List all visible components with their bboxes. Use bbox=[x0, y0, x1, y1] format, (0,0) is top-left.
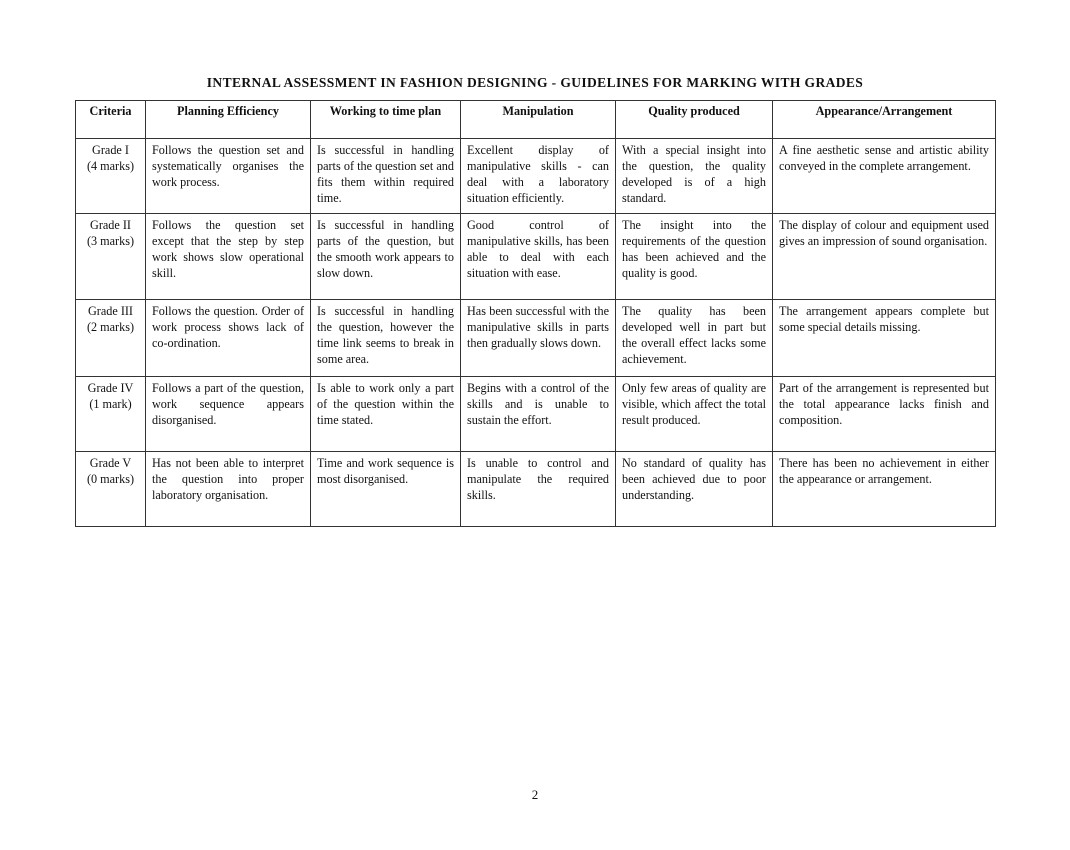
table-row bbox=[76, 452, 996, 527]
manipulation-cell: Excellent display of manipulative skills - can deal with a laboratory situation efficiently. bbox=[461, 139, 616, 214]
table-row bbox=[76, 139, 996, 214]
grade-cell bbox=[76, 452, 146, 527]
header-row bbox=[76, 101, 996, 139]
grade-cell bbox=[76, 377, 146, 452]
planning-efficiency-cell: Follows a part of the question, work sequence appears disorganised. bbox=[146, 377, 311, 452]
grade-label: Grade III bbox=[88, 304, 133, 318]
grade-label: Grade V bbox=[89, 456, 132, 470]
grade-cell bbox=[76, 139, 146, 214]
manipulation-cell: Good control of manipulative skills, has been able to deal with each situation with ease. bbox=[461, 214, 616, 300]
appearance-arrangement-cell: There has been no achievement in either the appearance or arrangement. bbox=[773, 452, 996, 527]
appearance-arrangement-cell: Part of the arrangement is represented but the total appearance lacks finish and composition. bbox=[773, 377, 996, 452]
grade-marks: (4 marks) bbox=[86, 159, 135, 173]
planning-efficiency-cell: Follows the question. Order of work process shows lack of co-ordination. bbox=[146, 300, 311, 377]
header-working-to-time-plan: Working to time plan bbox=[311, 101, 461, 139]
grade-label: Grade I bbox=[92, 143, 129, 157]
working-to-time-plan-cell: Is successful in handling parts of the question set and fits them within required time. bbox=[311, 139, 461, 214]
manipulation-cell: Is unable to control and manipulate the required skills. bbox=[461, 452, 616, 527]
grading-table bbox=[75, 100, 996, 527]
table-row bbox=[76, 214, 996, 300]
quality-produced-cell: With a special insight into the question, the quality developed is of a high standard. bbox=[616, 139, 773, 214]
quality-produced-cell: Only few areas of quality are visible, which affect the total result produced. bbox=[616, 377, 773, 452]
working-to-time-plan-cell: Time and work sequence is most disorganised. bbox=[311, 452, 461, 527]
grade-label: Grade II bbox=[90, 218, 131, 232]
grade-cell bbox=[76, 300, 146, 377]
working-to-time-plan-cell: Is successful in handling parts of the question, but the smooth work appears to slow down. bbox=[311, 214, 461, 300]
page-title: INTERNAL ASSESSMENT IN FASHION DESIGNING - GUIDELINES FOR MARKING WITH GRADES bbox=[206, 75, 864, 90]
appearance-arrangement-cell: The arrangement appears complete but some special details missing. bbox=[773, 300, 996, 377]
grade-marks: (3 marks) bbox=[86, 234, 135, 248]
grade-cell bbox=[76, 214, 146, 300]
appearance-arrangement-cell: A fine aesthetic sense and artistic ability conveyed in the complete arrangement. bbox=[773, 139, 996, 214]
quality-produced-cell: The insight into the requirements of the question has been achieved and the quality is good. bbox=[616, 214, 773, 300]
manipulation-cell: Begins with a control of the skills and is unable to sustain the effort. bbox=[461, 377, 616, 452]
header-quality-produced: Quality produced bbox=[616, 101, 773, 139]
planning-efficiency-cell: Has not been able to interpret the question into proper laboratory organisation. bbox=[146, 452, 311, 527]
table-row bbox=[76, 377, 996, 452]
header-criteria: Criteria bbox=[76, 101, 146, 139]
appearance-arrangement-cell: The display of colour and equipment used gives an impression of sound organisation. bbox=[773, 214, 996, 300]
grade-marks: (1 mark) bbox=[89, 397, 132, 411]
header-appearance-arrangement: Appearance/Arrangement bbox=[773, 101, 996, 139]
grade-marks: (2 marks) bbox=[86, 320, 135, 334]
planning-efficiency-cell: Follows the question set and systematically organises the work process. bbox=[146, 139, 311, 214]
quality-produced-cell: No standard of quality has been achieved due to poor understanding. bbox=[616, 452, 773, 527]
planning-efficiency-cell: Follows the question set except that the step by step work shows slow operational skill. bbox=[146, 214, 311, 300]
header-planning-efficiency: Planning Efficiency bbox=[146, 101, 311, 139]
page-number: 2 bbox=[531, 787, 539, 802]
manipulation-cell: Has been successful with the manipulative skills in parts then gradually slows down. bbox=[461, 300, 616, 377]
grade-label: Grade IV bbox=[87, 381, 134, 395]
header-manipulation: Manipulation bbox=[461, 101, 616, 139]
working-to-time-plan-cell: Is able to work only a part of the question within the time stated. bbox=[311, 377, 461, 452]
working-to-time-plan-cell: Is successful in handling the question, however the time link seems to break in some area. bbox=[311, 300, 461, 377]
table-row bbox=[76, 300, 996, 377]
quality-produced-cell: The quality has been developed well in part but the overall effect lacks some achievement. bbox=[616, 300, 773, 377]
grade-marks: (0 marks) bbox=[86, 472, 135, 486]
